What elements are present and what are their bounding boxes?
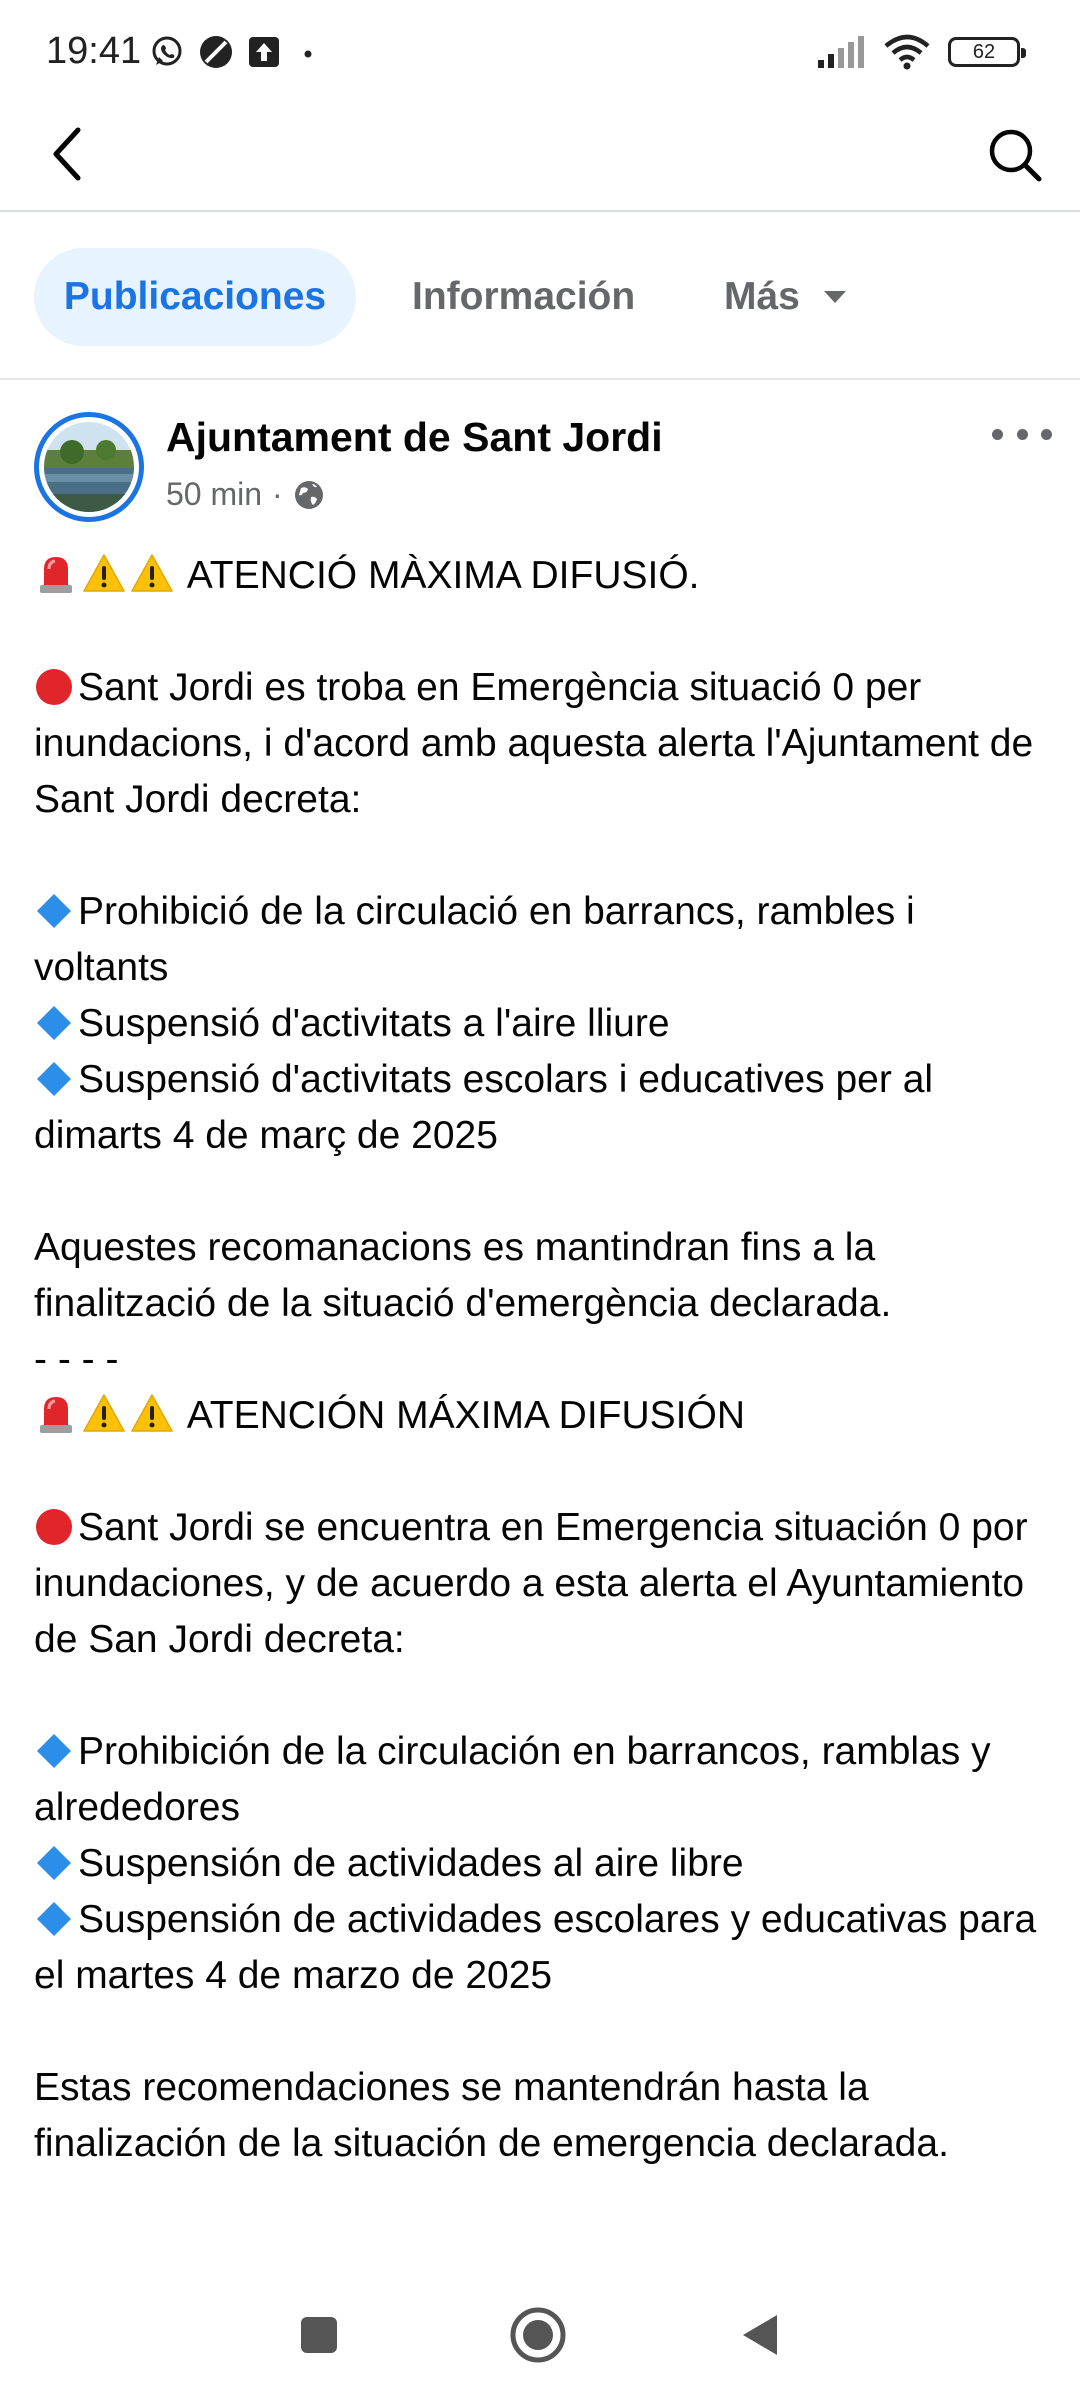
post-line [34, 1388, 1054, 1444]
page-name[interactable]: Ajuntament de Sant Jordi [166, 414, 663, 460]
back-triangle-icon[interactable] [737, 2311, 781, 2359]
battery-icon [948, 37, 1020, 67]
search-icon [987, 127, 1043, 183]
post-line [34, 996, 1054, 1052]
post-line [34, 2060, 1054, 2172]
do-not-disturb-icon [198, 34, 234, 70]
post-line-text: ATENCIÓ MÀXIMA DIFUSIÓ. [186, 554, 700, 597]
post-line [34, 1220, 1054, 1332]
dot-icon [294, 36, 314, 68]
tab-label: Información [412, 275, 636, 318]
chevron-left-icon [48, 126, 84, 182]
post-line [34, 1892, 1054, 2004]
post-line-text: Suspensión de actividades escolares y educativas para el martes 4 de marzo de 2025 [34, 1898, 1037, 1997]
post-time[interactable]: 50 min [166, 476, 263, 512]
post-line [34, 1724, 1054, 1836]
avatar[interactable] [34, 412, 144, 522]
blue-diamond-icon [34, 1059, 74, 1099]
whatsapp-icon [150, 35, 184, 69]
search-button[interactable] [980, 120, 1050, 190]
post-options-button[interactable] [992, 414, 1052, 454]
post-line [34, 884, 1054, 996]
warning-icon [130, 1391, 174, 1435]
dot [1017, 429, 1028, 440]
meta-separator: · [272, 476, 283, 512]
post-line [34, 548, 1054, 604]
warning-icon [130, 551, 174, 595]
status-bar [0, 0, 1080, 100]
tab-mas[interactable] [724, 248, 848, 346]
status-icons-left [150, 34, 314, 70]
post-line-text: Aquestes recomanacions es mantindran fins a la finalització de la situació d'emergència declarada. [34, 1226, 892, 1325]
wifi-icon [884, 34, 930, 70]
warning-icon [82, 1391, 126, 1435]
warning-icon [82, 551, 126, 595]
post-line [34, 1500, 1054, 1668]
battery-level: 62 [972, 40, 996, 63]
post-line-text: Sant Jordi es troba en Emergència situació 0 per inundacions, i d'acord amb aquesta alerta l'Ajuntament de Sant Jordi decreta: [34, 666, 1034, 821]
app-bar [0, 100, 1080, 212]
globe-icon [293, 479, 325, 511]
dot [992, 429, 1003, 440]
post-line [34, 1836, 1054, 1892]
blue-diamond-icon [34, 1731, 74, 1771]
upload-icon [248, 36, 280, 68]
system-nav-bar [0, 2270, 1080, 2400]
status-time: 19:41 [46, 30, 142, 72]
tab-informacion[interactable] [412, 248, 635, 346]
post-line [34, 1052, 1054, 1164]
siren-icon [34, 551, 78, 595]
tab-label: Más [724, 275, 800, 318]
post-line-text: Prohibició de la circulació en barrancs, rambles i voltants [34, 890, 915, 989]
avatar-image [44, 422, 134, 512]
post-line-text: Suspensió d'activitats escolars i educatives per al dimarts 4 de març de 2025 [34, 1058, 934, 1157]
post-line [34, 1332, 1054, 1388]
home-circle-icon[interactable] [509, 2306, 567, 2364]
blue-diamond-icon [34, 1003, 74, 1043]
post-header [0, 400, 1080, 550]
blue-diamond-icon [34, 1843, 74, 1883]
post-line-text: Prohibición de la circulación en barrancos, ramblas y alrededores [34, 1730, 991, 1829]
blue-diamond-icon [34, 1899, 74, 1939]
dot [1041, 429, 1052, 440]
page-tabs [0, 214, 1080, 380]
back-button[interactable] [36, 122, 96, 186]
status-icons-right [816, 34, 1020, 70]
caret-down-icon [822, 289, 848, 305]
post-line [34, 660, 1054, 828]
content-clip [0, 2240, 1080, 2270]
post-line-text: Suspensió d'activitats a l'aire lliure [78, 1002, 670, 1045]
recents-square-icon[interactable] [299, 2315, 339, 2355]
red-circle-icon [34, 1507, 74, 1547]
post-meta [166, 476, 325, 513]
post-line-text: Suspensión de actividades al aire libre [78, 1842, 744, 1885]
post-line-text: Estas recomendaciones se mantendrán hasta la finalización de la situación de emergencia declarada. [34, 2066, 949, 2165]
red-circle-icon [34, 667, 74, 707]
signal-icon [816, 36, 866, 68]
post-separator: - - - - [34, 1338, 119, 1381]
blue-diamond-icon [34, 891, 74, 931]
post-line-text: Sant Jordi se encuentra en Emergencia situación 0 por inundaciones, y de acuerdo a esta alerta el Ayuntamiento de San Jordi decreta: [34, 1506, 1028, 1661]
siren-icon [34, 1391, 78, 1435]
post-text [34, 548, 1054, 2268]
tab-label: Publicaciones [63, 275, 327, 318]
post-line-text: ATENCIÓN MÁXIMA DIFUSIÓN [186, 1394, 746, 1437]
tab-publicaciones[interactable] [34, 248, 356, 346]
